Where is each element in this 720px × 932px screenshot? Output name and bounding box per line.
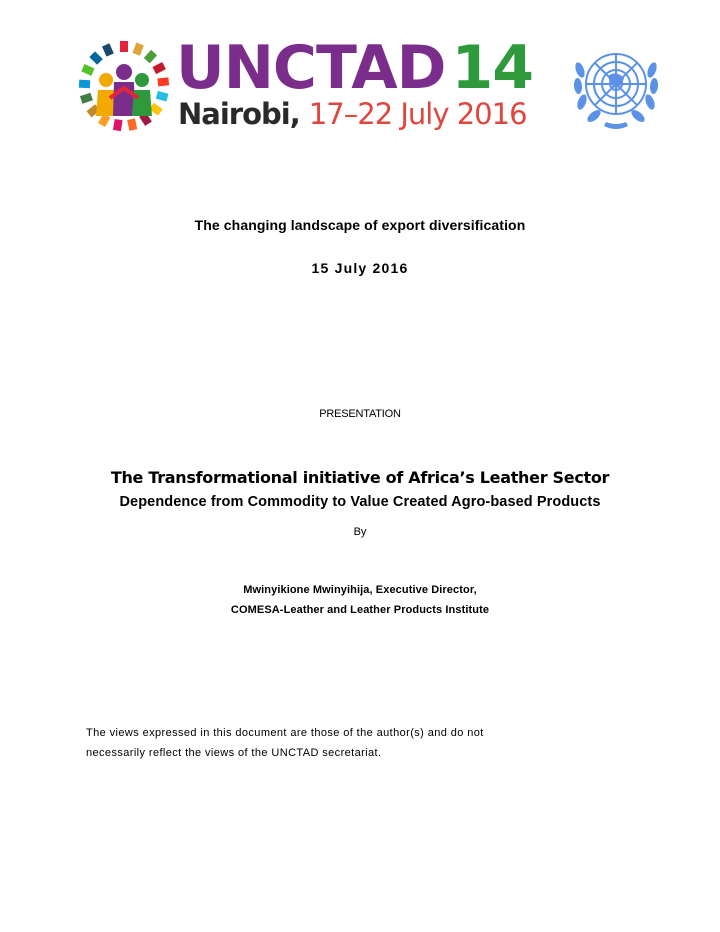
disclaimer-line1: The views expressed in this document are those of the author(s) and do not <box>86 727 484 739</box>
disclaimer <box>86 723 606 763</box>
banner-subtitle <box>178 98 527 130</box>
banner-title <box>176 33 533 103</box>
presentation-heading-line2: Dependence from Commodity to Value Created Agro-based Products <box>119 494 601 510</box>
banner-number: 14 <box>451 33 533 103</box>
banner-dates: 17–22 July 2016 <box>308 97 527 131</box>
presentation-heading-line1: The Transformational initiative of Africa’s Leather Sector <box>110 468 610 487</box>
banner-title-text: UNCTAD <box>176 33 446 103</box>
document-type: PRESENTATION <box>319 408 401 420</box>
author-affiliation: COMESA-Leather and Leather Products Institute <box>230 604 490 616</box>
un-emblem-icon <box>568 40 664 136</box>
header-banner <box>78 33 668 136</box>
document-title: The changing landscape of export diversification <box>194 217 526 233</box>
author-name: Mwinyikione Mwinyihija, Executive Director, <box>243 584 477 596</box>
banner-city: Nairobi, <box>178 97 300 131</box>
unctad14-logo-icon <box>78 40 170 132</box>
disclaimer-line2: necessarily reflect the views of the UNCTAD secretariat. <box>86 747 382 759</box>
document-date: 15 July 2016 <box>311 260 409 276</box>
by-label: By <box>353 526 367 538</box>
